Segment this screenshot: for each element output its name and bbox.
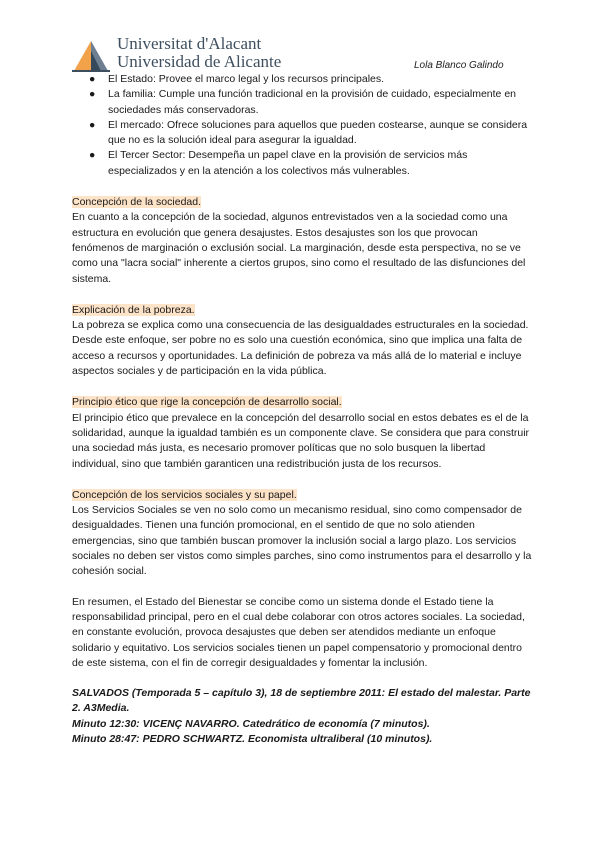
list-item: ● La familia: Cumple una función tradicional en la provisión de cuidado, especialmente en sociedades más conservadoras. bbox=[89, 88, 516, 116]
section-text-sociedad: En cuanto a la concepción de la sociedad, algunos entrevistados ven a la sociedad como una estructura en evolución que genera desajustes. Estos desajustes son los que provocan fenómenos de marginación o exclusión social. La marginación, desde esta perspectiva, no se ve como una "lacra social" inherente a ciertos grupos, sino como el resultado de las disfunciones del sistema. bbox=[72, 211, 526, 285]
list-item: ● El Estado: Provee el marco legal y los recursos principales. bbox=[72, 72, 532, 87]
reference-item: Minuto 12:30: VICENÇ NAVARRO. Catedrático de economía (7 minutos). bbox=[72, 717, 430, 730]
bullet-icon: ● bbox=[89, 73, 96, 85]
list-item: ● El mercado: Ofrece soluciones para aquellos que pueden costearse, aunque se considera que no es la solución ideal para asegurar la igualdad. bbox=[89, 118, 528, 147]
references bbox=[72, 686, 532, 747]
list-item: ● El Tercer Sector: Desempeña un papel clave en la provisión de servicios más especializados y en la atención a los colectivos más vulnerables. bbox=[89, 149, 468, 177]
section-heading-pobreza: Explicación de la pobreza. bbox=[72, 303, 195, 316]
author-name: Lola Blanco Galindo bbox=[414, 60, 504, 71]
bullet-icon: ● bbox=[89, 149, 96, 162]
reference-item: Minuto 28:47: PEDRO SCHWARTZ. Economista ultraliberal (10 minutos). bbox=[72, 732, 433, 745]
bullet-icon: ● bbox=[89, 118, 96, 131]
bullet-icon: ● bbox=[89, 88, 96, 101]
section-text-pobreza: La pobreza se explica como una consecuencia de las desigualdades estructurales en la sociedad. Desde este enfoque, ser pobre no es solo una cuestión económica, sino que implica una falta de acceso a recursos y oportunidades. La definición de pobreza va más allá de lo material e incluye aspectos sociales y de participación en la vida pública. bbox=[72, 319, 529, 378]
document-body bbox=[72, 72, 532, 747]
section-heading-principio-etico: Principio ético que rige la concepción de desarrollo social. bbox=[72, 396, 342, 409]
section-heading-sociedad: Concepción de la sociedad. bbox=[72, 196, 202, 209]
actors-list bbox=[72, 72, 532, 179]
university-logo-icon bbox=[72, 37, 110, 73]
reference-item: SALVADOS (Temporada 5 – capítulo 3), 18 de septiembre 2011: El estado del malestar. Parte 2. A3Media. bbox=[72, 687, 531, 715]
section-text-servicios-sociales: Los Servicios Sociales se ven no solo como un mecanismo residual, sino como compensador de desigualdades. Tienen una función promocional, en el sentido de que no solo atienden emergencias, sino que también buscan promover la inclusión social a largo plazo. Los servicios sociales no deben ser vistos como simples parches, sino como instrumentos para el desarrollo y la cohesión social. bbox=[72, 504, 532, 578]
university-name bbox=[117, 35, 281, 71]
university-name-ca: Universitat d'Alacant bbox=[117, 34, 262, 53]
section-text-principio-etico: El principio ético que prevalece en la concepción del desarrollo social en estos debates es el de la solidaridad, aunque la igualdad también es un componente clave. Se considera que para construir una sociedad más justa, es necesario promover políticas que no solo busquen la libertad individual, sino que también garanticen una redistribución justa de los recursos. bbox=[72, 411, 530, 470]
university-name-es: Universidad de Alicante bbox=[117, 52, 282, 71]
summary-paragraph: En resumen, el Estado del Bienestar se concibe como un sistema donde el Estado tiene la responsabilidad principal, pero en el cual debe colaborar con otros actores sociales. La sociedad, en constante evolución, provoca desajustes que deben ser atendidos mediante un enfoque solidario y equitativo. Los servicios sociales tienen un papel compensatorio y promocional dentro de este sistema, con el fin de corregir desigualdades y fomentar la inclusión. bbox=[72, 595, 525, 669]
section-heading-servicios-sociales: Concepción de los servicios sociales y su papel. bbox=[72, 488, 297, 501]
